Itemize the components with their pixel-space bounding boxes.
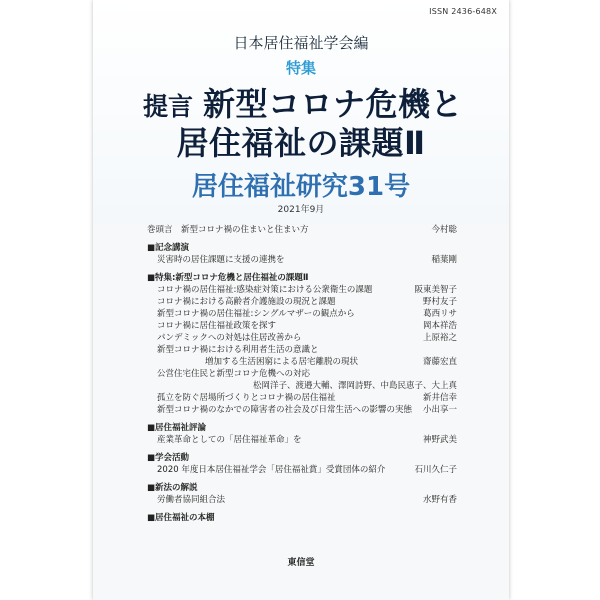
preface-title: 新型コロナ禍の住まいと住まい方 <box>181 225 309 235</box>
toc-item-author: 小出享一 <box>422 405 457 415</box>
toc-item <box>147 404 457 416</box>
title-prefix: 提言 <box>143 92 194 121</box>
preface-label: 巻頭言 <box>147 225 173 235</box>
editor-credit: 日本居住福祉学会編 <box>233 34 369 52</box>
section-heading-law: ■新法の解説 <box>147 483 198 493</box>
toc-item-title: 労働者協同組合法 <box>157 495 226 505</box>
toc-preface-row <box>147 224 457 236</box>
toc-item-author: 神野武美 <box>422 435 457 445</box>
section-heading-feature: ■特集:新型コロナ危機と居住福祉の課題Ⅱ <box>147 273 309 283</box>
book-cover <box>93 0 509 600</box>
toc-item <box>147 344 457 356</box>
toc-item <box>147 368 457 380</box>
toc-item-author: 野村友子 <box>422 297 457 307</box>
toc-item-title: コロナ禍の居住福祉:感染症対策における公衆衛生の課題 <box>157 285 373 295</box>
toc-item-title: 新型コロナ禍における利用者生活の意識と <box>157 345 319 355</box>
section-heading-review: ■居住福祉評論 <box>147 423 207 433</box>
toc-item <box>147 308 457 320</box>
toc-item-author: 阪東美智子 <box>414 285 457 295</box>
toc-item-title: 新型コロナ禍のなかでの障害者の社会及び日常生活への影響の実態 <box>157 405 413 415</box>
toc-item <box>147 320 457 332</box>
journal-title: 居住福祉研究31号 <box>191 172 411 202</box>
toc-item <box>147 356 457 368</box>
issn: ISSN 2436-648X <box>429 7 497 16</box>
toc-item-title: 公営住宅住民と新型コロナ危機への対応 <box>157 369 311 379</box>
toc-item-title: 災害時の居住課題に支援の連携を <box>157 255 285 265</box>
toc-item-title: 増加する生活困窮による居宅離脱の現状 <box>205 357 359 367</box>
toc-item-title: 新型コロナ禍の居住福祉:シングルマザーの観点から <box>157 309 355 319</box>
feature-tag: 特集 <box>285 59 316 77</box>
preface-author: 今村聡 <box>431 225 457 235</box>
toc-item-title: 産業革命としての「居住福祉革命」を <box>157 435 302 445</box>
toc-item-author: 葛西リサ <box>423 309 457 319</box>
toc-item-title: コロナ禍における高齢者介護施設の現況と課題 <box>157 297 336 307</box>
toc-item-title: 孤立を防ぐ居場所づくりとコロナ禍の居住福祉 <box>157 393 336 403</box>
toc-item-author: 岡本祥浩 <box>422 321 457 331</box>
toc-preface <box>147 224 309 236</box>
toc-item <box>147 254 457 266</box>
section-heading-society: ■学会活動 <box>147 453 190 463</box>
toc-item-title: コロナ禍に居住福祉政策を探す <box>157 321 277 331</box>
toc-item-author: 新井信幸 <box>422 393 457 403</box>
toc-item-author: 稲葉剛 <box>431 255 457 265</box>
section-heading-lecture: ■記念講演 <box>147 243 190 253</box>
table-of-contents <box>147 224 457 524</box>
toc-item <box>147 392 457 404</box>
toc-item <box>147 284 457 296</box>
toc-item-authors: 松岡洋子、渡邉大輔、澤岡詩野、中島民恵子、大上真 <box>252 381 457 391</box>
publisher-name: 東信堂 <box>287 558 315 568</box>
toc-item <box>147 296 457 308</box>
toc-item-author: 水野有香 <box>422 495 457 505</box>
toc-item-title: 2020 年度日本居住福祉学会「居住福祉賞」受賞団体の紹介 <box>157 465 386 475</box>
toc-item <box>147 332 457 344</box>
toc-item-author: 石川久仁子 <box>414 465 457 475</box>
toc-item <box>147 494 457 506</box>
toc-item-authors-line <box>147 380 457 392</box>
toc-item-author: 齋藤宏直 <box>422 357 457 367</box>
toc-item <box>147 464 457 476</box>
toc-item-title: パンデミックへの対処は住居改善から <box>157 333 302 343</box>
title-text-1: 新型コロナ危機と <box>203 85 464 123</box>
section-heading-books: ■居住福祉の本棚 <box>147 513 215 523</box>
issue-date: 2021年9月 <box>277 205 325 215</box>
toc-item <box>147 434 457 446</box>
title-line-2: 居住福祉の課題Ⅱ <box>176 124 426 162</box>
toc-item-author: 上原裕之 <box>422 333 457 343</box>
